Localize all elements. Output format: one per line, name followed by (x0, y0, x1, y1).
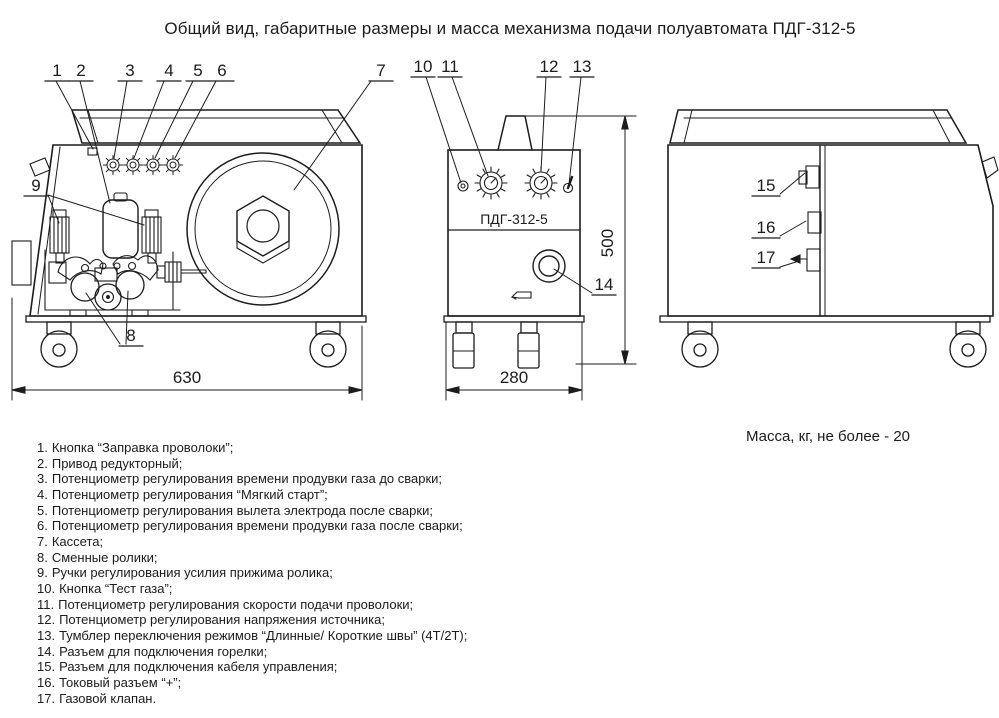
legend-item-7: 7. Кассета; (37, 533, 104, 549)
dim-630-label: 630 (172, 368, 202, 387)
legend-item-12: 12. Потенциометр регулирования напряжения источника; (37, 612, 385, 628)
rear-body (668, 145, 993, 316)
handle-right (670, 110, 966, 143)
side-view (12, 110, 366, 367)
callout-2 (69, 61, 110, 203)
control-cable-connector (799, 166, 819, 188)
callout-15 (752, 173, 805, 196)
legend-item-17: 17. Газовой клапан. (37, 690, 157, 706)
svg-text:1: 1 (52, 61, 62, 80)
legend-item-2: 2. Привод редукторный; (37, 455, 183, 471)
torch-connector (533, 250, 565, 282)
caster-side-right (310, 322, 346, 367)
front-body (448, 150, 580, 316)
wire-speed-knob (475, 167, 507, 199)
gas-valve (791, 249, 820, 271)
mass-note: Масса, кг, не более - 20 (745, 428, 911, 445)
legend-item-1: 1. Кнопка “Заправка проволоки”; (37, 440, 234, 455)
cassette (187, 153, 339, 305)
legend-item-13: 13. Тумблер переключения режимов “Длинные/ Короткие швы” (4Т/2Т); (37, 627, 468, 643)
wire-outlet (157, 262, 206, 282)
torch-holder-bracket (30, 158, 50, 176)
pot-gas-before-icon (104, 156, 123, 175)
svg-text:15: 15 (756, 176, 776, 195)
svg-text:3: 3 (125, 61, 135, 80)
panel-model-label: ПДГ-312-5 (480, 211, 548, 227)
legend-item-11: 11. Потенциометр регулирования скорости подачи проволоки; (37, 596, 414, 612)
callout-7 (294, 61, 393, 190)
svg-text:2: 2 (76, 61, 86, 80)
legend-item-5: 5. Потенциометр регулирования вылета электрода после сварки; (37, 502, 433, 518)
svg-text:16: 16 (756, 218, 776, 237)
dim-500-label: 500 (598, 228, 617, 258)
callouts (24, 57, 806, 346)
side-body (26, 145, 366, 322)
svg-text:5: 5 (193, 61, 203, 80)
current-connector (808, 212, 821, 233)
side-connector-block (12, 241, 31, 285)
handle (72, 110, 360, 143)
svg-text:14: 14 (594, 275, 614, 294)
drive-roller (95, 284, 121, 310)
pressure-knob-right (142, 210, 161, 263)
legend-item-4: 4. Потенциометр регулирования “Мягкий старт”; (37, 486, 328, 502)
pot-soft-start-icon (124, 156, 143, 175)
legend-item-9: 9. Ручки регулирования усилия прижима ролика; (37, 565, 333, 581)
feed-mechanism (45, 193, 206, 316)
callout-13 (569, 57, 594, 184)
caster-rear-left (682, 322, 718, 367)
caster-front-left (453, 322, 474, 368)
gear-drive-motor (103, 200, 138, 258)
gas-test-button (458, 181, 468, 191)
svg-text:6: 6 (217, 61, 227, 80)
pot-burnback-icon (144, 156, 163, 175)
svg-text:9: 9 (31, 176, 41, 195)
callout-16 (752, 218, 806, 238)
svg-text:4: 4 (164, 61, 174, 80)
drawing-title: Общий вид, габаритные размеры и масса механизма подачи полуавтомата ПДГ-312-5 (164, 19, 856, 38)
dimension-500 (510, 116, 636, 364)
handle-top-profile (498, 116, 532, 150)
dimension-280 (446, 322, 582, 400)
caster-side-left (41, 322, 77, 367)
front-view (444, 116, 584, 368)
rear-side-view (660, 110, 998, 367)
legend-item-8: 8. Сменные ролики; (37, 549, 158, 565)
svg-text:11: 11 (441, 57, 459, 76)
pot-gas-after-icon (164, 156, 183, 175)
callout-11 (438, 57, 488, 176)
voltage-knob (525, 167, 557, 199)
legend-item-3: 3. Потенциометр регулирования времени продувки газа до сварки; (37, 471, 443, 487)
legend-item-15: 15. Разъем для подключения кабеля управления; (37, 659, 338, 675)
pressure-knob-left (50, 210, 69, 263)
latch (982, 157, 998, 178)
caster-front-right (518, 322, 539, 368)
svg-text:7: 7 (376, 61, 386, 80)
side-potentiometers (104, 156, 183, 175)
svg-text:13: 13 (572, 57, 592, 76)
dim-280-label: 280 (499, 368, 529, 387)
svg-text:12: 12 (539, 57, 559, 76)
svg-text:10: 10 (413, 57, 433, 76)
legend-item-6: 6. Потенциометр регулирования времени продувки газа после сварки; (37, 518, 463, 534)
caster-rear-right (950, 322, 986, 367)
legend-item-16: 16. Токовый разъем “+”; (37, 674, 182, 690)
torch-icon (512, 292, 531, 299)
callout-12 (537, 57, 561, 171)
legend-item-10: 10. Кнопка “Тест газа”; (37, 580, 173, 596)
svg-text:8: 8 (126, 326, 136, 345)
mode-toggle (564, 177, 573, 193)
legend-item-14: 14. Разъем для подключения горелки; (37, 643, 268, 659)
legend-list (37, 440, 467, 706)
svg-text:17: 17 (756, 248, 776, 267)
